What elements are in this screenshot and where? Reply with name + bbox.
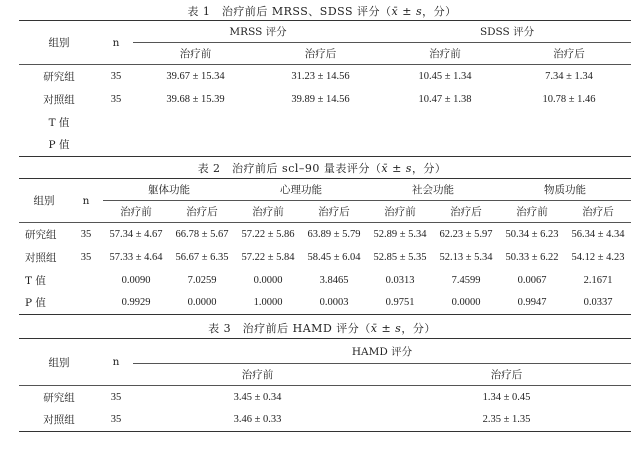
row-value-cell: 3.45 ± 0.34	[233, 391, 282, 403]
table-row	[19, 134, 631, 157]
table-row	[19, 65, 631, 88]
row-value-cell: 39.89 ± 14.56	[291, 93, 350, 105]
row-value-cell: 0.0337	[565, 292, 631, 315]
row-value-cell: 52.85 ± 5.35	[373, 251, 427, 263]
row-group-label: 对照组	[19, 409, 99, 432]
row-value-cell: 56.67 ± 6.35	[175, 251, 229, 263]
table2-header-domain: 社会功能	[367, 179, 499, 201]
table3	[19, 338, 631, 432]
row-value-cell: 7.4599	[451, 274, 481, 286]
table3-caption-stat: x̄ ± s	[370, 322, 402, 335]
table1-header-group: 组别	[19, 21, 99, 65]
row-value-cell: 10.45 ± 1.34	[418, 70, 472, 82]
table3-header-hamd: HAMD 评分	[133, 339, 631, 364]
table2-header-before: 治疗前	[499, 201, 565, 223]
table3-caption-end: ，分）	[401, 322, 436, 335]
row-value-cell: 39.68 ± 15.39	[166, 93, 225, 105]
row-value-cell: 10.47 ± 1.38	[418, 93, 472, 105]
row-n-value	[69, 269, 103, 292]
table2-header-after: 治疗后	[169, 201, 235, 223]
table3-caption-text: 表 3 治疗前后 HAMD 评分（	[208, 322, 371, 335]
table1-header-sdss: SDSS 评分	[383, 21, 631, 43]
row-value-cell	[507, 111, 631, 134]
row-value-cell: 54.12 ± 4.23	[571, 251, 625, 263]
table2-caption-end: ，分）	[411, 162, 447, 175]
row-value-cell: 0.9929	[103, 292, 169, 315]
row-value-cell: 1.0000	[235, 292, 301, 315]
row-value-cell: 0.0313	[385, 274, 415, 286]
row-group-label: T 值	[25, 274, 46, 287]
table2-header-domain: 心理功能	[235, 179, 367, 201]
table3-header-n: n	[99, 339, 133, 386]
row-value-cell: 0.0003	[301, 292, 367, 315]
row-value-cell: 0.9947	[499, 292, 565, 315]
table2-caption-text: 表 2 治疗前后 scl–90 量表评分（	[197, 162, 382, 175]
row-value-cell: 0.0000	[169, 292, 235, 315]
row-n-value: 35	[80, 251, 92, 263]
table1-caption-stat: x̄ ± s	[391, 5, 423, 18]
table1-header-after: 治疗后	[507, 43, 631, 65]
row-value-cell: 57.22 ± 5.84	[241, 251, 295, 263]
table2-header-domain: 物质功能	[499, 179, 631, 201]
row-value-cell: 57.22 ± 5.86	[241, 228, 295, 240]
row-value-cell: 56.34 ± 4.34	[571, 228, 625, 240]
table1-header-mrss: MRSS 评分	[133, 21, 383, 43]
row-value-cell: 7.0259	[187, 274, 217, 286]
row-value-cell: 57.34 ± 4.67	[109, 228, 163, 240]
row-value-cell: 0.0067	[517, 274, 547, 286]
table1-header-before: 治疗前	[383, 43, 507, 65]
row-value-cell: 58.45 ± 6.04	[307, 251, 361, 263]
row-value-cell	[258, 111, 383, 134]
table2-header-n: n	[69, 179, 103, 223]
row-group-label: 对照组	[43, 93, 75, 106]
table-row	[19, 269, 631, 292]
row-value-cell: 52.89 ± 5.34	[373, 228, 427, 240]
table1-caption-end: ，分）	[422, 5, 457, 18]
row-value-cell: 7.34 ± 1.34	[545, 70, 593, 82]
table1-header-before: 治疗前	[133, 43, 258, 65]
row-n-value: 35	[99, 409, 133, 432]
table2-header-after: 治疗后	[565, 201, 631, 223]
table2-header-domain: 躯体功能	[103, 179, 235, 201]
row-value-cell: 3.8465	[319, 274, 349, 286]
table2-header-before: 治疗前	[103, 201, 169, 223]
row-value-cell	[133, 111, 258, 134]
table-row	[19, 223, 631, 246]
table2-header-after: 治疗后	[433, 201, 499, 223]
table2-header-group: 组别	[19, 179, 69, 223]
table1-caption-text: 表 1 治疗前后 MRSS、SDSS 评分（	[187, 5, 392, 18]
row-group-label: 对照组	[25, 251, 57, 264]
row-value-cell: 3.46 ± 0.33	[133, 409, 382, 432]
table3-header-before: 治疗前	[133, 364, 382, 386]
table2-header-after: 治疗后	[301, 201, 367, 223]
row-value-cell: 39.67 ± 15.34	[166, 70, 225, 82]
row-n-value: 35	[110, 93, 122, 105]
row-value-cell: 50.34 ± 6.23	[505, 228, 559, 240]
table-row	[19, 111, 631, 134]
row-value-cell: 62.23 ± 5.97	[439, 228, 493, 240]
row-value-cell	[383, 134, 507, 157]
row-n-value: 35	[80, 228, 92, 240]
table-row	[19, 386, 631, 409]
row-group-label: T 值	[48, 116, 70, 129]
table3-header-after: 治疗后	[382, 364, 631, 386]
row-value-cell: 66.78 ± 5.67	[175, 228, 229, 240]
table1-header-after: 治疗后	[258, 43, 383, 65]
row-value-cell: 2.1671	[583, 274, 613, 286]
row-value-cell: 31.23 ± 14.56	[291, 70, 350, 82]
row-group-label: P 值	[19, 292, 69, 315]
row-value-cell: 50.33 ± 6.22	[505, 251, 559, 263]
table1	[19, 20, 631, 157]
table-row	[19, 88, 631, 111]
row-group-label: 研究组	[25, 228, 57, 241]
table2-caption	[0, 160, 644, 176]
row-value-cell	[383, 111, 507, 134]
row-value-cell	[507, 134, 631, 157]
table1-header-n: n	[99, 21, 133, 65]
table2-caption-stat: x̄ ± s	[381, 162, 412, 175]
table-row	[19, 409, 631, 432]
row-group-label: 研究组	[43, 70, 75, 83]
table3-caption	[0, 320, 644, 336]
table3-header-group: 组别	[19, 339, 99, 386]
row-n-value: 35	[110, 70, 122, 82]
row-value-cell	[258, 134, 383, 157]
table1-caption	[0, 3, 644, 19]
row-value-cell: 63.89 ± 5.79	[307, 228, 361, 240]
row-value-cell	[133, 134, 258, 157]
row-value-cell: 52.13 ± 5.34	[439, 251, 493, 263]
row-value-cell: 10.78 ± 1.46	[542, 93, 596, 105]
row-value-cell: 0.9751	[367, 292, 433, 315]
row-n-value	[69, 292, 103, 315]
table2	[19, 178, 631, 315]
row-value-cell: 57.33 ± 4.64	[109, 251, 163, 263]
table2-header-before: 治疗前	[235, 201, 301, 223]
row-n-value	[99, 134, 133, 157]
row-group-label: 研究组	[43, 391, 75, 404]
table2-header-before: 治疗前	[367, 201, 433, 223]
row-group-label: P 值	[19, 134, 99, 157]
table-row	[19, 292, 631, 315]
row-value-cell: 0.0090	[121, 274, 151, 286]
row-n-value	[99, 111, 133, 134]
row-value-cell: 2.35 ± 1.35	[382, 409, 631, 432]
table-row	[19, 246, 631, 269]
row-n-value: 35	[110, 391, 122, 403]
row-value-cell: 0.0000	[433, 292, 499, 315]
row-value-cell: 1.34 ± 0.45	[482, 391, 531, 403]
row-value-cell: 0.0000	[253, 274, 283, 286]
